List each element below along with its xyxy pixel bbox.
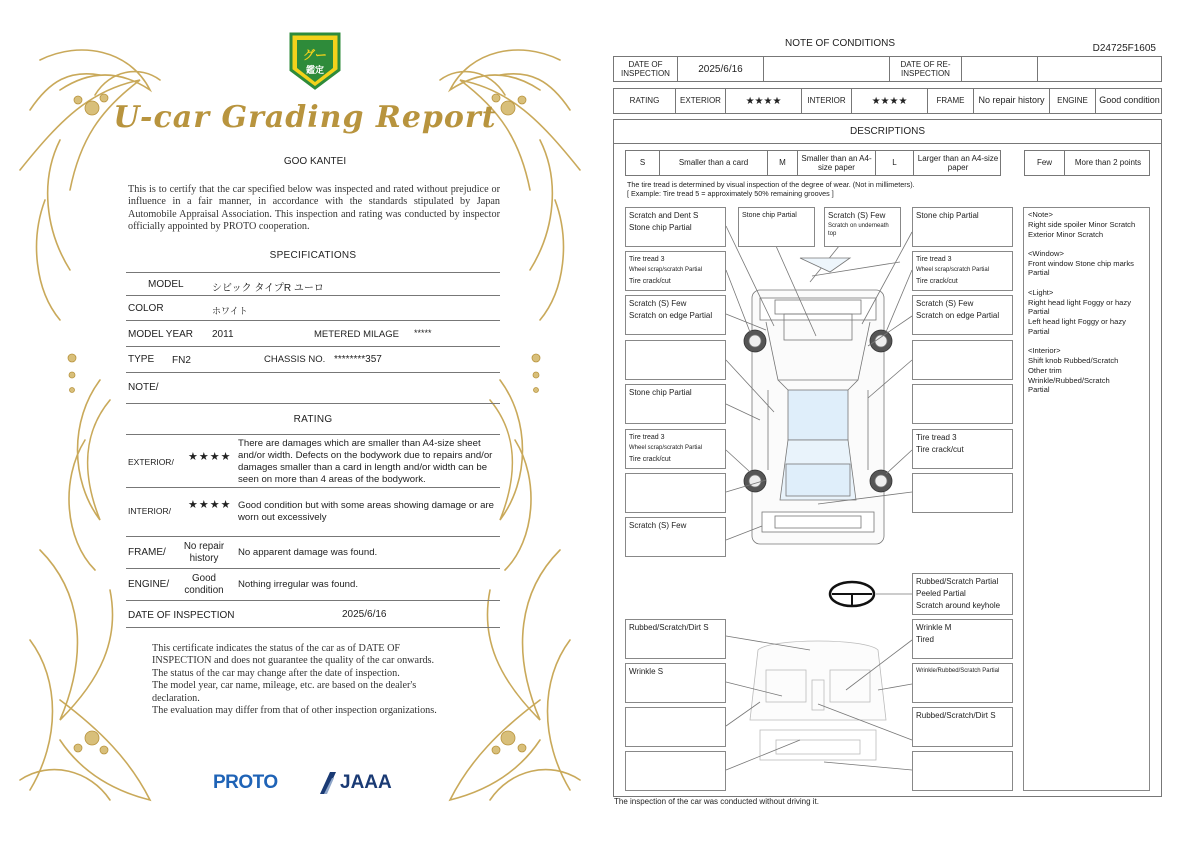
exterior-stars: ★★★★	[726, 89, 802, 113]
engine-value: Good condition	[184, 573, 224, 596]
footer-line: declaration.	[152, 692, 200, 704]
damage-text: Wrinkle S	[629, 667, 664, 676]
note-line: Partial	[1028, 268, 1050, 278]
interior-stars: ★★★★	[188, 499, 232, 511]
damage-box	[912, 295, 1013, 335]
footer-line: The model year, car name, mileage, etc. are based on the dealer's	[152, 680, 417, 692]
damage-text: Scratch on edge Partial	[916, 310, 1000, 320]
damage-text: Scratch (S) Few	[629, 521, 687, 530]
damage-text: Tire tread 3	[629, 256, 665, 263]
conditions-title: NOTE OF CONDITIONS	[785, 38, 895, 49]
date-inspection-value: 2025/6/16	[678, 57, 764, 81]
damage-text: Stone chip Partial	[742, 212, 797, 219]
legend-few-text: More than 2 points	[1074, 158, 1142, 168]
model-year-row	[126, 321, 500, 347]
chassis-label: CHASSIS NO.	[264, 354, 326, 365]
chassis-value: ********357	[334, 354, 382, 365]
damage-text: Wheel scrap/scratch Partial	[629, 445, 703, 451]
svg-text:鑑定: 鑑定	[305, 66, 325, 76]
legend-s-code: S	[626, 151, 660, 175]
date-of-inspection-row	[126, 601, 500, 628]
damage-text: Wheel scrap/scratch Partial	[916, 267, 990, 273]
damage-box	[625, 663, 726, 703]
note-section	[1028, 210, 1145, 239]
note-line: Shift knob Rubbed/Scratch	[1028, 356, 1119, 366]
footer-line: The status of the car may change after the date of inspection.	[152, 667, 400, 679]
damage-box	[625, 207, 726, 247]
interior-rating-row	[126, 488, 500, 537]
engine-description: Nothing irregular was found.	[238, 579, 358, 590]
damage-text: Scratch and Dent S	[629, 211, 699, 220]
frame-label: FRAME	[928, 89, 974, 113]
note-section	[1028, 288, 1145, 337]
damage-text: Peeled Partial	[916, 589, 966, 598]
date-of-inspection-label: DATE OF INSPECTION	[128, 610, 235, 621]
color-label: COLOR	[128, 303, 164, 314]
damage-box	[912, 251, 1013, 291]
exterior-label: EXTERIOR/	[128, 457, 174, 467]
rating-heading: RATING	[293, 414, 333, 425]
damage-text: Tire tread 3	[629, 434, 665, 441]
legend-m-code: M	[768, 151, 798, 175]
damage-text: Tire crack/cut	[916, 278, 958, 285]
frame-value: No repair history	[183, 541, 225, 564]
interior-description: Good condition but with some areas showing damage or are worn out excessively	[238, 500, 494, 523]
footer-line: The evaluation may differ from that of other inspection organizations.	[152, 705, 437, 717]
date-reinspection-label	[890, 57, 962, 81]
note-line: Partial	[1028, 307, 1050, 317]
metered-mileage-label: METERED MILAGE	[314, 329, 399, 340]
damage-box	[625, 251, 726, 291]
damage-text: Scratch on underneath top	[828, 222, 889, 237]
damage-text: Wrinkle/Rubbed/Scratch Partial	[916, 668, 1000, 674]
type-value: FN2	[172, 355, 191, 366]
footer-line: This certificate indicates the status of the car as of DATE OF	[152, 643, 401, 654]
note-line: Right head light Foggy or hazy	[1028, 297, 1131, 307]
blank-cell	[764, 57, 890, 81]
damage-box	[625, 295, 726, 335]
certificate-title: U-car Grading Report	[113, 100, 497, 135]
damage-text: Scratch (S) Few	[916, 299, 974, 308]
size-legend	[625, 150, 1001, 176]
model-year-label: MODEL YEAR	[128, 329, 194, 340]
damage-text: Wheel scrap/scratch Partial	[629, 267, 703, 273]
frame-value: No repair history	[974, 89, 1050, 113]
note-line: Partial	[1028, 385, 1050, 395]
damage-text: Tired	[916, 634, 934, 644]
note-line: Left head light Foggy or hazy	[1028, 317, 1126, 327]
empty-damage-box	[625, 707, 726, 747]
date-of-inspection-value: 2025/6/16	[342, 609, 387, 620]
date-inspection-label: DATE OF INSPECTION	[614, 57, 678, 81]
frame-row	[126, 537, 500, 569]
damage-box	[625, 429, 726, 469]
damage-box	[738, 207, 815, 247]
note-title: <Window>	[1028, 248, 1064, 258]
tire-note-1: The tire tread is determined by visual inspection of the degree of wear. (Not in millimeters).	[627, 180, 915, 189]
interior-label: INTERIOR/	[128, 506, 171, 516]
legend-few-code: Few	[1025, 151, 1065, 175]
note-section	[1028, 249, 1145, 278]
exterior-description: There are damages which are smaller than A4-size sheet and/or width. Defects on the bodywork due to repairs and/or damages smaller than a card in length and/or width can be seen on more than 4 areas of the bodywork.	[238, 438, 493, 485]
damage-text: Rubbed/Scratch/Dirt S	[916, 711, 996, 720]
exterior-stars: ★★★★	[188, 451, 232, 463]
empty-damage-box	[912, 384, 1013, 424]
note-line: Partial	[1028, 326, 1050, 336]
note-label: NOTE/	[128, 382, 159, 393]
blank-cell	[1038, 57, 1163, 81]
damage-box	[625, 619, 726, 659]
legend-s-text: Smaller than a card	[660, 151, 768, 175]
empty-damage-box	[912, 751, 1013, 791]
empty-damage-box	[912, 340, 1013, 380]
damage-text: Tire tread 3	[916, 256, 952, 263]
exterior-rating-row	[126, 434, 500, 488]
damage-text: Rubbed/Scratch/Dirt S	[629, 623, 709, 632]
descriptions-heading: DESCRIPTIONS	[613, 119, 1162, 144]
interior-label: INTERIOR	[802, 89, 852, 113]
note-title: <Light>	[1028, 287, 1054, 297]
report-code: D24725F1605	[1092, 43, 1156, 54]
damage-text: Stone chip Partial	[916, 211, 979, 220]
footer-line: INSPECTION and does not guarantee the quality of the car onwards.	[152, 655, 435, 667]
interior-stars: ★★★★	[852, 89, 928, 113]
exterior-label: EXTERIOR	[676, 89, 726, 113]
type-row	[126, 347, 500, 373]
damage-box	[912, 207, 1013, 247]
type-label: TYPE	[128, 354, 155, 365]
model-value: シビック タイプR ユーロ	[212, 283, 324, 294]
note-section	[1028, 346, 1145, 395]
damage-text: Wrinkle M	[916, 623, 952, 632]
frame-label: FRAME/	[128, 547, 166, 558]
certificate-footer	[152, 643, 502, 717]
empty-damage-box	[625, 473, 726, 513]
empty-damage-box	[912, 473, 1013, 513]
damage-text: Scratch around keyhole	[916, 601, 1001, 610]
jaaa-logo: JAAA	[340, 772, 392, 793]
date-reinspection-value	[962, 57, 1038, 81]
jaaa-logo-icon	[318, 770, 338, 796]
certificate-intro: This is to certify that the car specified below was inspected and rated without prejudice or influence in a fair manner, in accordance with the standards stipulated by Japan Automobile Appraisal Association. This inspection and rating was conducted by inspector officially appointed by PROTO cooperation.	[128, 184, 500, 232]
rating-row	[613, 88, 1162, 114]
note-title: <Note>	[1028, 210, 1053, 219]
metered-mileage-value: *****	[414, 328, 432, 338]
note-line: Other trim	[1028, 365, 1062, 375]
damage-text: Tire crack/cut	[629, 278, 671, 285]
damage-text: Tire crack/cut	[629, 456, 671, 463]
color-row	[126, 296, 500, 321]
engine-row	[126, 569, 500, 601]
legend-l-code: L	[876, 151, 914, 175]
goo-kantei-badge-icon	[287, 30, 343, 92]
engine-label: ENGINE	[1050, 89, 1096, 113]
proto-logo: PROTO	[213, 772, 278, 793]
color-value: ホワイト	[212, 306, 248, 316]
legend-m-text: Smaller than an A4-size paper	[798, 151, 876, 175]
note-row	[126, 373, 500, 404]
damage-box	[912, 663, 1013, 703]
damage-box	[625, 384, 726, 424]
damage-text: Scratch (S) Few	[629, 299, 687, 308]
damage-text: Scratch (S) Few	[828, 211, 886, 220]
damage-text: Scratch on edge Partial	[629, 310, 713, 320]
note-line: Exterior Minor Scratch	[1028, 229, 1104, 239]
damage-text: Tire tread 3	[916, 433, 957, 442]
frame-description: No apparent damage was found.	[238, 547, 378, 558]
engine-value: Good condition	[1099, 95, 1160, 106]
damage-box	[912, 573, 1013, 615]
date-reinspection-text: DATE OF RE-INSPECTION	[900, 59, 951, 78]
engine-label: ENGINE/	[128, 579, 170, 590]
empty-damage-box	[625, 751, 726, 791]
note-line: Wrinkle/Rubbed/Scratch	[1028, 375, 1110, 385]
damage-box	[912, 707, 1013, 747]
model-row	[126, 272, 500, 296]
model-year-value: 2011	[212, 329, 234, 340]
note-line: Right side spoiler Minor Scratch	[1028, 219, 1136, 229]
notes-panel	[1023, 207, 1150, 791]
note-line: Front window Stone chip marks	[1028, 258, 1134, 268]
damage-box	[912, 429, 1013, 469]
note-title: <Interior>	[1028, 346, 1061, 356]
rating-label: RATING	[614, 89, 676, 113]
conditions-footer: The inspection of the car was conducted without driving it.	[614, 797, 819, 806]
legend-l-text: Larger than an A4-size paper	[917, 153, 999, 172]
damage-text: Rubbed/Scratch Partial	[916, 577, 999, 586]
empty-damage-box	[625, 340, 726, 380]
specifications-heading: SPECIFICATIONS	[269, 250, 357, 261]
damage-text: Stone chip Partial	[629, 388, 692, 397]
model-label: MODEL	[148, 279, 184, 290]
certificate-subtitle: GOO KANTEI	[283, 156, 347, 167]
damage-text: Tire crack/cut	[916, 444, 964, 454]
few-legend	[1024, 150, 1150, 176]
date-row	[613, 56, 1162, 82]
damage-box	[824, 207, 901, 247]
damage-box	[912, 619, 1013, 659]
damage-box	[625, 517, 726, 557]
damage-text: Stone chip Partial	[629, 222, 692, 232]
svg-text:グー: グー	[302, 48, 328, 62]
tire-note-2: [ Example: Tire tread 5 = approximately 50% remaining grooves ]	[627, 189, 834, 198]
